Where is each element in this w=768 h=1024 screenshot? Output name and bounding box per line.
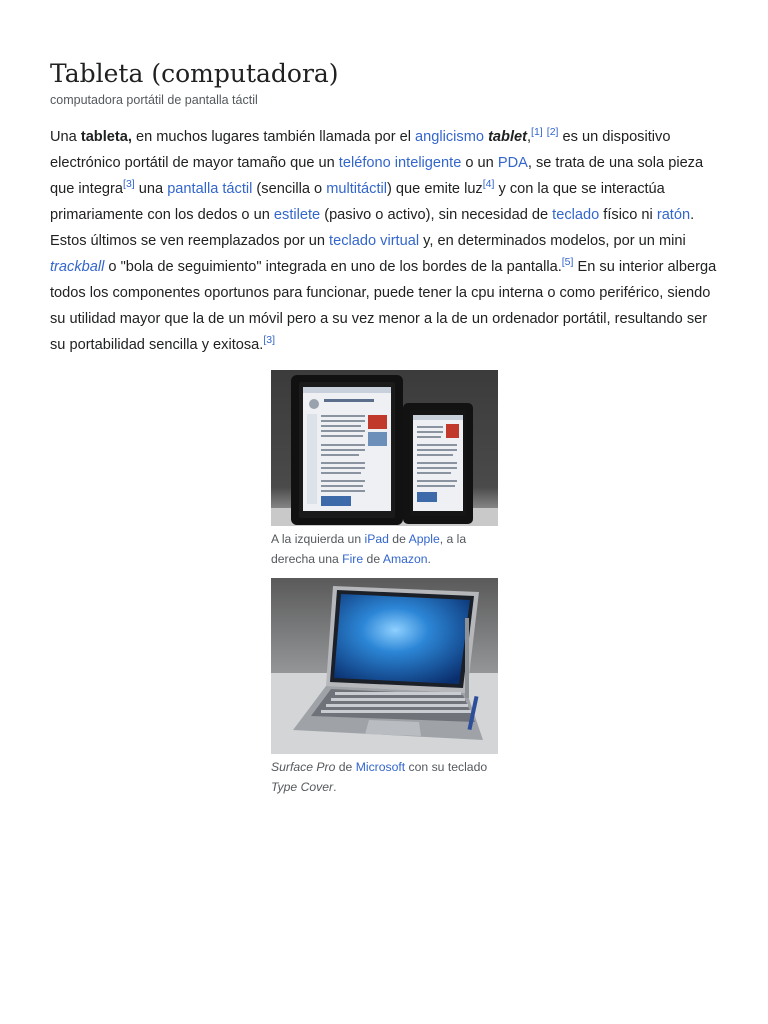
text: (pasivo o activo), sin necesidad de [320,207,553,223]
ref-1-link[interactable]: [1] [531,126,543,138]
ref-3b [263,334,275,346]
term-surface-pro: Surface Pro [271,760,336,774]
text: . [333,780,337,794]
article-content [50,58,718,373]
term-type-cover: Type Cover [271,780,334,794]
ref-3a-link[interactable]: [3] [123,178,135,190]
ref-2-link[interactable]: [2] [546,126,559,138]
text: físico ni [599,207,657,223]
text: y con la que se interactúa primariamente con los dedos o un [50,181,665,223]
text: es un dispositivo electrónico portátil de mayor tamaño que un [50,129,671,171]
ref-4-link[interactable]: [4] [482,178,495,190]
text: de [335,760,356,774]
intro-paragraph [50,124,718,358]
text: de [388,532,409,546]
link-anglicismo[interactable]: anglicismo [415,129,484,145]
figure-1-caption [271,529,498,569]
link-ipad[interactable]: iPad [364,532,389,546]
page-title: Tableta (computadora) [50,59,339,88]
text: con su teclado [405,760,488,774]
ref-2 [547,126,559,138]
text: o "bola de seguimiento" integrada en uno de los bordes de la pantalla. [104,259,562,275]
link-raton[interactable]: ratón [656,207,691,223]
link-pda[interactable]: PDA [497,155,528,171]
link-trackball[interactable]: trackball [50,259,105,275]
bold-term-tableta: tableta, [80,129,132,145]
ref-3b-link[interactable]: [3] [263,334,276,346]
text: , [526,129,532,145]
text: . Estos últimos se ven reemplazados por un [50,207,695,249]
figure-ipad-fire [271,370,498,569]
link-microsoft[interactable]: Microsoft [355,760,406,774]
link-teclado-virtual[interactable]: teclado virtual [329,233,420,249]
text: , a la derecha una [271,532,467,566]
text: , se trata de una sola pieza que integra [50,155,704,197]
text: y, en determinados modelos, por un mini [419,233,686,249]
ref-3a [123,178,135,190]
link-apple[interactable]: Apple [408,532,440,546]
text: en muchos lugares también llamada por el [131,129,416,145]
surface-pro-photo[interactable] [271,578,498,754]
figure-2-caption [271,757,498,797]
link-estilete[interactable]: estilete [273,207,321,223]
figure-surface-pro [271,578,498,797]
page-subtitle: computadora portátil de pantalla táctil [50,93,258,107]
link-pantalla-tactil[interactable]: pantalla táctil [167,181,253,197]
link-telefono-inteligente[interactable]: teléfono inteligente [338,155,462,171]
link-teclado[interactable]: teclado [552,207,600,223]
text: o un [461,155,498,171]
ref-1 [531,126,543,138]
text: (sencilla o [252,181,327,197]
link-fire[interactable]: Fire [342,552,364,566]
ref-5-link[interactable]: [5] [561,256,574,268]
text: A la izquierda un [271,532,365,546]
ref-4 [483,178,495,190]
ref-5 [562,256,574,268]
text: Una [50,129,81,145]
text: de [363,552,383,566]
tablets-photo[interactable] [271,370,498,526]
link-multitactil[interactable]: multitáctil [326,181,388,197]
link-amazon[interactable]: Amazon [382,552,428,566]
text: . [427,552,431,566]
text: ) que emite luz [387,181,483,197]
text: una [134,181,168,197]
text: En su interior alberga todos los componentes oportunos para funcionar, puede tener la cpu interna o como periférico, siendo su utilidad mayor que la de un móvil pero a su vez menor a la de un ordenador portátil, resultando ser su portabilidad sencilla y exitosa. [50,259,717,353]
term-tablet: tablet [488,129,527,145]
